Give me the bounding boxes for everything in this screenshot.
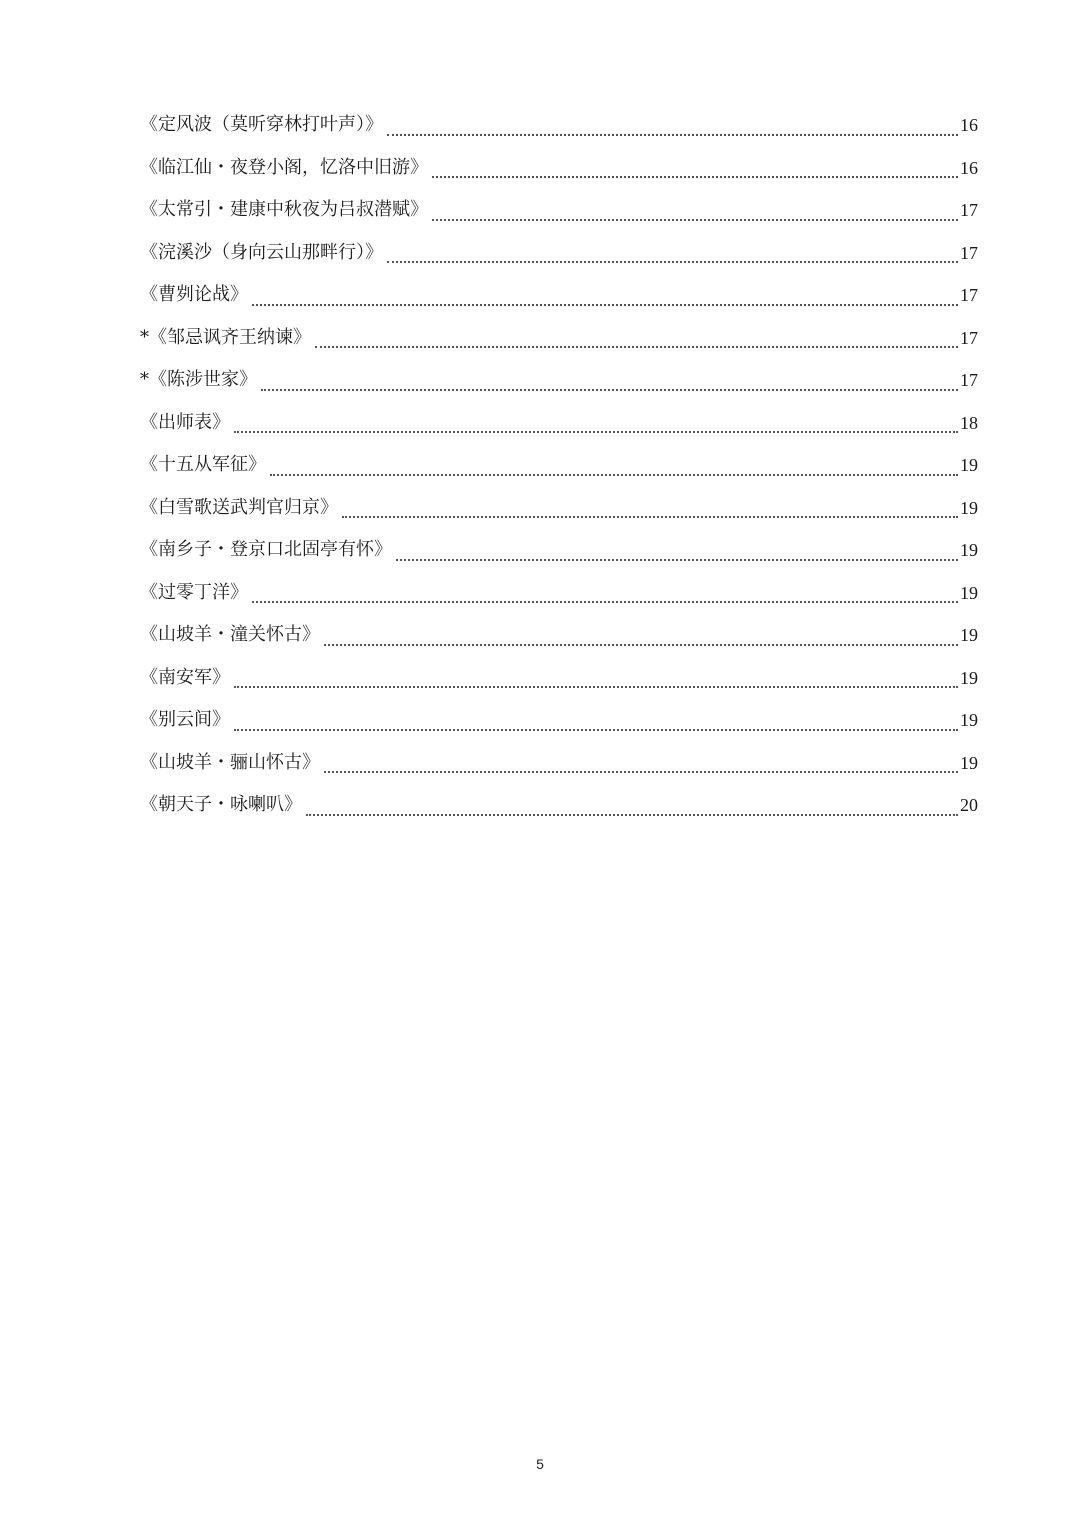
toc-leader-dots [387, 134, 958, 136]
toc-leader-dots [315, 346, 958, 348]
toc-entry-title: 《山坡羊・潼关怀古》 [140, 624, 320, 645]
toc-entry-page: 19 [960, 667, 978, 688]
toc-entry[interactable] [140, 742, 978, 785]
toc-entry-page: 18 [960, 412, 978, 433]
toc-entry-title: *《陈涉世家》 [140, 369, 257, 390]
toc-entry[interactable] [140, 274, 978, 317]
toc-entry[interactable] [140, 699, 978, 742]
toc-entry[interactable] [140, 657, 978, 700]
toc-entry-page: 19 [960, 455, 978, 475]
toc-entry[interactable] [140, 614, 978, 657]
toc-entry[interactable] [140, 104, 978, 147]
toc-entry-title: 《白雪歌送武判官归京》 [140, 496, 338, 518]
toc-entry-page: 17 [960, 242, 978, 263]
toc-entry-page: 17 [960, 370, 978, 390]
toc-entry-page: 19 [960, 710, 978, 730]
toc-entry-page: 17 [960, 285, 978, 305]
toc-entry-title: 《临江仙・夜登小阁，忆洛中旧游》 [140, 156, 428, 178]
toc-entry-page: 19 [960, 497, 978, 518]
toc-entry-title: 《南安军》 [140, 666, 230, 688]
toc-leader-dots [252, 601, 958, 603]
toc-entry-title: 《太常引・建康中秋夜为吕叔潜赋》 [140, 199, 428, 220]
toc-entry-title: 《定风波（莫听穿林打叶声）》 [140, 114, 383, 135]
toc-leader-dots [432, 176, 958, 178]
toc-entry-title: 《十五从军征》 [140, 454, 266, 475]
toc-entry-title: 《南乡子・登京口北固亭有怀》 [140, 539, 392, 560]
toc-entry-title: *《邹忌讽齐王纳谏》 [140, 326, 311, 348]
toc-entry-title: 《别云间》 [140, 709, 230, 730]
toc-leader-dots [234, 729, 958, 731]
toc-entry-title: 《浣溪沙（身向云山那畔行）》 [140, 241, 383, 263]
page-number: 5 [536, 1456, 544, 1472]
toc-entry-page: 19 [960, 540, 978, 560]
toc-entry[interactable] [140, 402, 978, 445]
table-of-contents [140, 104, 978, 827]
toc-entry[interactable] [140, 444, 978, 487]
toc-leader-dots [396, 559, 958, 561]
toc-entry-page: 17 [960, 327, 978, 348]
toc-leader-dots [270, 474, 958, 476]
toc-entry[interactable] [140, 147, 978, 190]
toc-entry-title: 《山坡羊・骊山怀古》 [140, 751, 320, 773]
toc-leader-dots [252, 304, 958, 306]
toc-entry-page: 17 [960, 200, 978, 220]
toc-entry-title: 《曹刿论战》 [140, 284, 248, 305]
toc-entry-title: 《出师表》 [140, 411, 230, 433]
toc-leader-dots [387, 261, 958, 263]
toc-entry[interactable] [140, 784, 978, 827]
toc-entry[interactable] [140, 317, 978, 360]
toc-entry[interactable] [140, 359, 978, 402]
toc-entry[interactable] [140, 487, 978, 530]
toc-entry-page: 19 [960, 582, 978, 603]
toc-leader-dots [324, 771, 958, 773]
toc-leader-dots [234, 431, 958, 433]
toc-leader-dots [306, 814, 958, 816]
toc-leader-dots [234, 686, 958, 688]
toc-entry-page: 19 [960, 625, 978, 645]
toc-entry-page: 20 [960, 795, 978, 815]
toc-entry-page: 16 [960, 157, 978, 178]
toc-leader-dots [432, 219, 958, 221]
toc-entry[interactable] [140, 232, 978, 275]
toc-entry[interactable] [140, 189, 978, 232]
toc-entry[interactable] [140, 529, 978, 572]
toc-entry-title: 《朝天子・咏喇叭》 [140, 794, 302, 815]
toc-leader-dots [324, 644, 958, 646]
toc-leader-dots [342, 516, 958, 518]
toc-entry-page: 19 [960, 752, 978, 773]
toc-entry-title: 《过零丁洋》 [140, 581, 248, 603]
toc-leader-dots [261, 389, 958, 391]
toc-entry[interactable] [140, 572, 978, 615]
toc-entry-page: 16 [960, 115, 978, 135]
